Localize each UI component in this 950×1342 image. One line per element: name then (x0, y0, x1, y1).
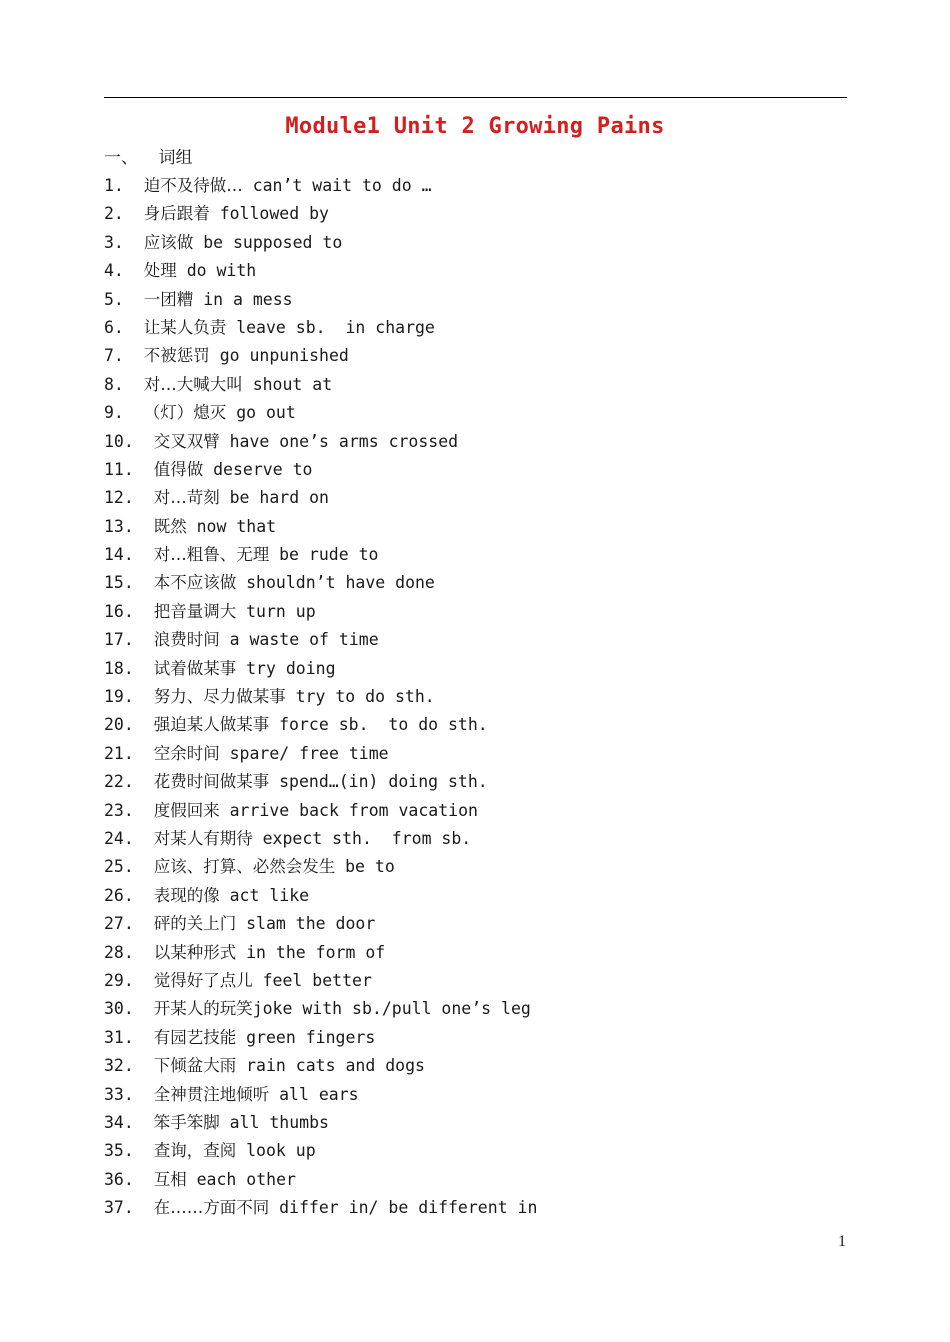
item-number: 13. (104, 516, 134, 536)
english-phrase: try doing (246, 658, 336, 678)
chinese-term: 努力、尽力做某事 (153, 687, 286, 707)
list-item (104, 201, 537, 229)
list-item (104, 400, 537, 428)
list-item (104, 684, 537, 712)
chinese-term: 表现的像 (153, 885, 220, 905)
english-phrase: in the form of (246, 942, 386, 962)
english-phrase: arrive back from vacation (229, 800, 478, 820)
list-item (104, 968, 537, 996)
list-item (104, 570, 537, 598)
list-item (104, 1195, 537, 1223)
list-item (104, 854, 537, 882)
chinese-term: 度假回来 (153, 800, 220, 820)
chinese-term: 对…苛刻 (153, 488, 220, 508)
item-number: 32. (104, 1056, 134, 1076)
chinese-term: 下倾盆大雨 (153, 1056, 237, 1076)
item-number: 16. (104, 601, 134, 621)
english-phrase: try to do sth. (295, 687, 435, 707)
english-phrase: followed by (219, 204, 329, 224)
item-number: 23. (104, 800, 134, 820)
list-item (104, 656, 537, 684)
item-number: 12. (104, 488, 134, 508)
item-number: 33. (104, 1084, 134, 1104)
chinese-term: 交叉双臂 (153, 431, 220, 451)
chinese-term: 花费时间做某事 (153, 772, 270, 792)
item-number: 4. (104, 261, 124, 281)
english-phrase: be rude to (279, 545, 379, 565)
list-item (104, 173, 537, 201)
item-number: 30. (104, 999, 134, 1019)
chinese-term: （灯）熄灭 (143, 403, 227, 423)
english-phrase: shout at (252, 374, 333, 394)
item-number: 34. (104, 1112, 134, 1132)
english-phrase: deserve to (213, 459, 313, 479)
chinese-term: 既然 (153, 516, 187, 536)
chinese-term: 在……方面不同 (153, 1198, 270, 1218)
page-title: Module1 Unit 2 Growing Pains (285, 114, 665, 139)
english-phrase: be supposed to (203, 232, 343, 252)
list-item (104, 372, 537, 400)
english-phrase: shouldn’t have done (246, 573, 435, 593)
chinese-term: 迫不及待做… (143, 176, 243, 195)
english-phrase: joke with sb./pull one’s leg (252, 999, 531, 1019)
chinese-term: 让某人负责 (143, 317, 227, 337)
list-item (104, 258, 537, 286)
english-phrase: in a mess (203, 289, 293, 309)
english-phrase: leave sb. in charge (236, 317, 435, 337)
english-phrase: each other (196, 1169, 296, 1189)
chinese-term: 对某人有期待 (153, 828, 253, 848)
list-item (104, 599, 537, 627)
item-number: 11. (104, 459, 134, 479)
chinese-term: 开某人的玩笑 (153, 999, 253, 1019)
item-number: 2. (104, 204, 124, 224)
english-phrase: look up (246, 1141, 316, 1161)
list-item (104, 315, 537, 343)
list-item (104, 1138, 537, 1166)
list-item (104, 230, 537, 258)
chinese-term: 本不应该做 (153, 573, 237, 593)
list-item (104, 1167, 537, 1195)
english-phrase: all ears (279, 1084, 359, 1104)
english-phrase: be to (345, 857, 395, 877)
item-number: 14. (104, 545, 134, 565)
list-item (104, 627, 537, 655)
chinese-term: 不被惩罚 (143, 346, 210, 366)
list-item (104, 996, 537, 1024)
item-number: 31. (104, 1027, 134, 1047)
chinese-term: 全神贯注地倾听 (153, 1084, 270, 1104)
chinese-term: 有园艺技能 (153, 1027, 237, 1047)
item-number: 19. (104, 687, 134, 707)
item-number: 5. (104, 289, 124, 309)
list-item (104, 826, 537, 854)
english-phrase: expect sth. from sb. (262, 828, 472, 848)
english-phrase: turn up (246, 601, 316, 621)
item-number: 21. (104, 743, 134, 763)
list-item (104, 485, 537, 513)
item-number: 8. (104, 374, 124, 394)
chinese-term: 互相 (153, 1169, 187, 1189)
list-item (104, 343, 537, 371)
english-phrase: a waste of time (229, 630, 379, 650)
item-number: 24. (104, 828, 134, 848)
item-number: 7. (104, 346, 124, 366)
item-number: 17. (104, 630, 134, 650)
page-number: 1 (838, 1233, 846, 1250)
english-phrase: spare/ free time (229, 743, 389, 763)
list-item (104, 1082, 537, 1110)
list-item (104, 1025, 537, 1053)
list-item (104, 883, 537, 911)
item-number: 6. (104, 317, 124, 337)
item-number: 22. (104, 772, 134, 792)
chinese-term: 对…粗鲁、无理 (153, 545, 270, 565)
chinese-term: 应该做 (143, 232, 194, 252)
english-phrase: rain cats and dogs (246, 1056, 425, 1076)
list-item (104, 429, 537, 457)
chinese-term: 空余时间 (153, 743, 220, 763)
chinese-term: 对…大喊大叫 (143, 374, 243, 394)
english-phrase: have one’s arms crossed (229, 431, 459, 451)
item-number: 36. (104, 1169, 134, 1189)
list-item (104, 769, 537, 797)
list-item (104, 741, 537, 769)
english-phrase: force sb. to do sth. (279, 715, 488, 735)
english-phrase: now that (196, 516, 277, 536)
list-item (104, 911, 537, 939)
item-number: 25. (104, 857, 134, 877)
top-rule (104, 97, 847, 98)
chinese-term: 身后跟着 (143, 204, 210, 224)
item-number: 28. (104, 942, 134, 962)
item-number: 15. (104, 573, 134, 593)
list-item (104, 798, 537, 826)
english-phrase: differ in/ be different in (279, 1198, 538, 1218)
chinese-term: 以某种形式 (153, 942, 237, 962)
chinese-term: 一团糟 (143, 289, 194, 309)
item-number: 1. (104, 176, 124, 195)
english-phrase: slam the door (246, 914, 376, 934)
chinese-term: 值得做 (153, 459, 204, 479)
item-number: 37. (104, 1198, 134, 1218)
item-number: 9. (104, 403, 124, 423)
list-item (104, 542, 537, 570)
item-number: 29. (104, 970, 134, 990)
phrase-list (104, 173, 537, 1223)
list-item (104, 712, 537, 740)
item-number: 10. (104, 431, 134, 451)
english-phrase: can’t wait to do … (252, 176, 432, 195)
chinese-term: 觉得好了点儿 (153, 970, 253, 990)
chinese-term: 浪费时间 (153, 630, 220, 650)
item-number: 35. (104, 1141, 134, 1161)
chinese-term: 笨手笨脚 (153, 1112, 220, 1132)
chinese-term: 查询，查阅 (153, 1141, 237, 1161)
list-item (104, 1110, 537, 1138)
english-phrase: go unpunished (219, 346, 349, 366)
item-number: 26. (104, 885, 134, 905)
chinese-term: 砰的关上门 (153, 914, 237, 934)
english-phrase: act like (229, 885, 310, 905)
list-item (104, 514, 537, 542)
item-number: 3. (104, 232, 124, 252)
item-number: 18. (104, 658, 134, 678)
english-phrase: all thumbs (229, 1112, 329, 1132)
english-phrase: be hard on (229, 488, 329, 508)
chinese-term: 试着做某事 (153, 658, 237, 678)
item-number: 27. (104, 914, 134, 934)
list-item (104, 287, 537, 315)
english-phrase: spend…(in) doing sth. (279, 772, 488, 792)
list-item (104, 1053, 537, 1081)
list-item (104, 940, 537, 968)
english-phrase: feel better (262, 970, 372, 990)
item-number: 20. (104, 715, 134, 735)
chinese-term: 应该、打算、必然会发生 (153, 857, 336, 877)
english-phrase: green fingers (246, 1027, 376, 1047)
chinese-term: 把音量调大 (153, 601, 237, 621)
section-heading: 一、 词组 (104, 148, 193, 168)
list-item (104, 457, 537, 485)
english-phrase: go out (236, 403, 296, 423)
english-phrase: do with (186, 261, 257, 281)
chinese-term: 强迫某人做某事 (153, 715, 270, 735)
chinese-term: 处理 (143, 261, 177, 281)
